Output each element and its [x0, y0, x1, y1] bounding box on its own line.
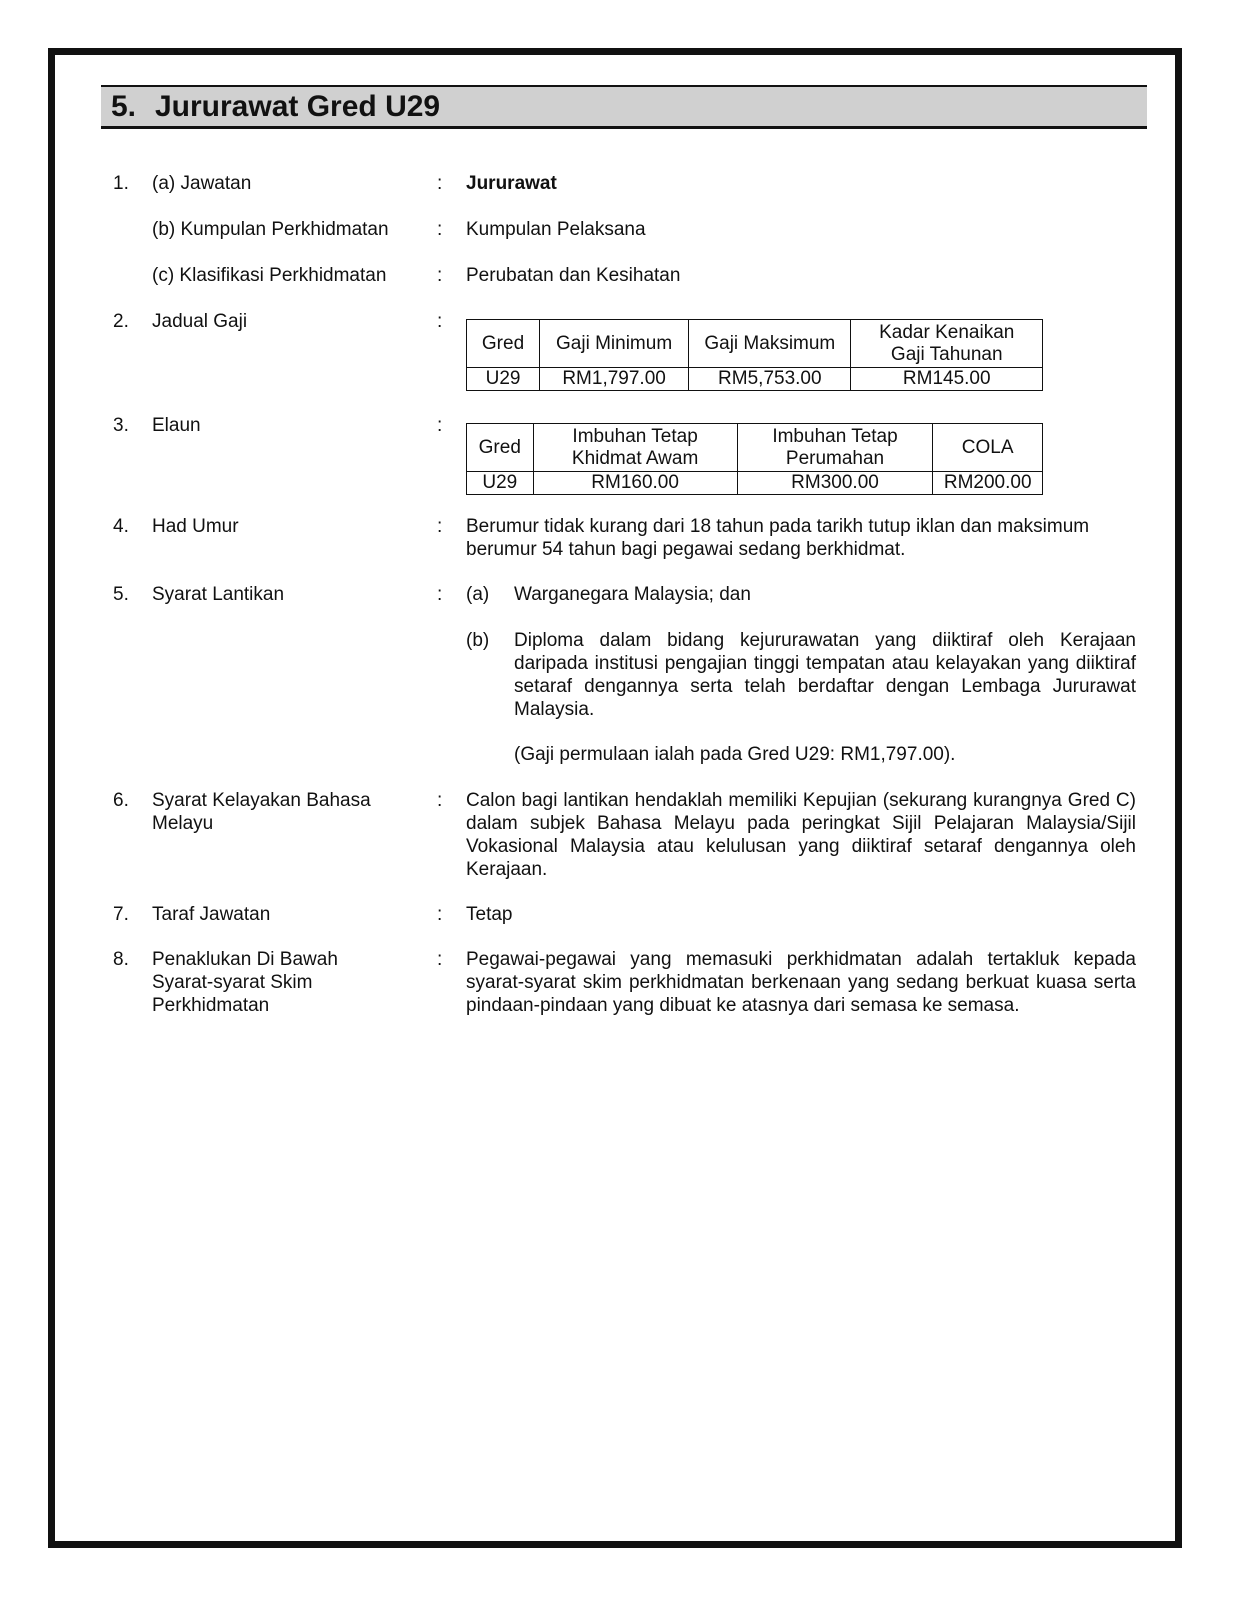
colon: :: [437, 219, 443, 240]
item-6-label: Syarat Kelayakan Bahasa Melayu: [152, 790, 371, 834]
item-4-label: Had Umur: [152, 516, 239, 537]
salary-table-row: [467, 368, 1043, 391]
salary-header-min: Gaji Minimum: [540, 320, 689, 368]
item-3-number: 3.: [113, 415, 129, 436]
item-5-number: 5.: [113, 584, 129, 605]
item-6-value: Calon bagi lantikan hendaklah memiliki Kepujian (sekurang kurangnya Gred C) dalam subjek Bahasa Melayu pada peringkat Sijil Pelajaran Malaysia/Sijil Vokasional Malaysia atau kelulusan yang diiktiraf setaraf dengannya oleh Kerajaan.: [466, 790, 1136, 880]
item-7-number: 7.: [113, 904, 129, 925]
salary-table-header-row: [467, 320, 1043, 368]
colon: :: [437, 584, 443, 605]
item-3-label: Elaun: [152, 415, 201, 436]
allowance-table-header-row: [467, 424, 1043, 472]
allowance-cell-cola: RM200.00: [933, 472, 1043, 495]
colon: :: [437, 949, 443, 970]
item-2-label: Jadual Gaji: [152, 311, 248, 332]
section-title-text: Jururawat Gred U29: [155, 90, 441, 123]
item-5a-letter: (a): [466, 584, 490, 605]
section-number: 5.: [111, 90, 137, 123]
salary-header-increment: Kadar Kenaikan Gaji Tahunan: [851, 320, 1043, 368]
item-8-label: Penaklukan Di Bawah Syarat-syarat Skim Perkhidmatan: [152, 949, 338, 1016]
allowance-header-cola: COLA: [933, 424, 1043, 472]
allowance-header-perumahan: Imbuhan Tetap Perumahan: [737, 424, 933, 472]
allowance-cell-gred: U29: [467, 472, 534, 495]
colon: :: [437, 904, 443, 925]
salary-cell-gred: U29: [467, 368, 540, 391]
salary-header-max: Gaji Maksimum: [689, 320, 851, 368]
item-5-label: Syarat Lantikan: [152, 584, 285, 605]
item-2-number: 2.: [113, 311, 129, 332]
item-1c-label: (c) Klasifikasi Perkhidmatan: [152, 265, 387, 286]
allowance-table: [466, 423, 1043, 495]
item-7-value: Tetap: [466, 904, 513, 925]
colon: :: [437, 311, 443, 332]
colon: :: [437, 265, 443, 286]
item-1c-value: Perubatan dan Kesihatan: [466, 265, 681, 286]
allowance-header-gred: Gred: [467, 424, 534, 472]
colon: :: [437, 415, 443, 436]
item-1b-label: (b) Kumpulan Perkhidmatan: [152, 219, 389, 240]
allowance-table-row: [467, 472, 1043, 495]
colon: :: [437, 790, 443, 811]
item-4-value: Berumur tidak kurang dari 18 tahun pada tarikh tutup iklan dan maksimum berumur 54 tahun bagi pegawai sedang berkhidmat.: [466, 516, 1090, 560]
item-1a-label: (a) Jawatan: [152, 173, 252, 194]
item-4-number: 4.: [113, 516, 129, 537]
salary-table: [466, 319, 1043, 391]
item-8-value: Pegawai-pegawai yang memasuki perkhidmatan adalah tertakluk kepada syarat-syarat skim perkhidmatan berkenaan yang sedang berkuat kuasa serta pindaan-pindaan yang dibuat ke atasnya dari semasa ke semasa.: [466, 949, 1136, 1016]
item-5-note: (Gaji permulaan ialah pada Gred U29: RM1,797.00).: [514, 744, 956, 765]
item-6-number: 6.: [113, 790, 129, 811]
item-7-label: Taraf Jawatan: [152, 904, 271, 925]
salary-cell-min: RM1,797.00: [540, 368, 689, 391]
salary-header-gred: Gred: [467, 320, 540, 368]
item-5a-text: Warganegara Malaysia; dan: [514, 584, 751, 605]
colon: :: [437, 516, 443, 537]
item-8-number: 8.: [113, 949, 129, 970]
salary-cell-max: RM5,753.00: [689, 368, 851, 391]
item-5b-letter: (b): [466, 630, 490, 651]
allowance-cell-khidmat-awam: RM160.00: [533, 472, 737, 495]
allowance-header-khidmat-awam: Imbuhan Tetap Khidmat Awam: [533, 424, 737, 472]
allowance-cell-perumahan: RM300.00: [737, 472, 933, 495]
colon: :: [437, 173, 443, 194]
section-title: [101, 85, 1147, 129]
item-1a-value: Jururawat: [466, 173, 557, 194]
item-5b-text: Diploma dalam bidang kejururawatan yang diiktiraf oleh Kerajaan daripada institusi pengajian tinggi tempatan atau kelayakan yang diiktiraf setaraf dengannya serta telah berdaftar dengan Lembaga Jururawat Malaysia.: [514, 630, 1136, 720]
item-1b-value: Kumpulan Pelaksana: [466, 219, 646, 240]
salary-cell-increment: RM145.00: [851, 368, 1043, 391]
item-1-number: 1.: [113, 173, 129, 194]
